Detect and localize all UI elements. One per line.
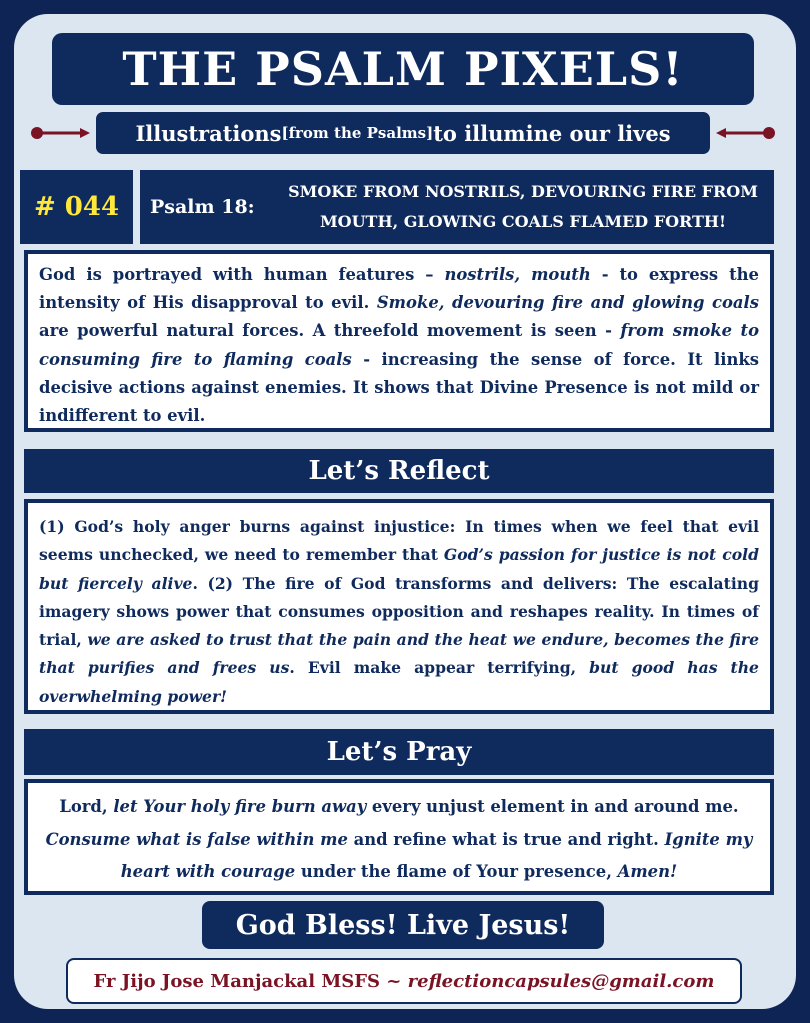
reflect-panel [24,499,774,714]
blessing-banner: God Bless! Live Jesus! [202,901,604,949]
subtitle-small: [from the Psalms] [281,124,434,142]
reflect-heading: Let’s Reflect [24,449,774,493]
episode-topic [272,177,774,237]
author-email[interactable]: reflectioncapsules@gmail.com [407,970,715,992]
pray-heading: Let’s Pray [24,729,774,775]
subtitle-banner [96,112,710,154]
reflect-text: (1) God’s holy anger burns against injustice: In times when we feel that evil seems unchecked, we need to remember that God’s passion for justice is not cold but fiercely alive. (2) The fire of God transforms and delivers: The escalating imagery shows power that consumes opposition and reshapes reality. In times of trial, we are asked to trust that the pain and the heat we endure, becomes the fire that purifies and frees us. Evil make appear terrifying, but good has the overwhelming power! [28,503,770,710]
intro-text: God is portrayed with human features – nostrils, mouth - to express the intensity of His disapproval to evil. Smoke, devouring fire and glowing coals are powerful natural forces. A threefold movement is seen - from smoke to consuming fire to flaming coals - increasing the sense of force. It links decisive actions against enemies. It shows that Divine Presence is not mild or indifferent to evil. [28,254,770,428]
signature-box [66,958,742,1004]
episode-header [140,170,774,244]
subtitle-post: to illumine our lives [433,120,671,146]
intro-panel [24,250,774,432]
right-arrow-icon [714,126,776,140]
topic-line-1: SMOKE FROM NOSTRILS, DEVOURING FIRE FROM [288,182,758,201]
topic-line-2: MOUTH, GLOWING COALS FLAMED FORTH! [319,212,727,231]
poster-title: THE PSALM PIXELS! [52,33,754,105]
subtitle-pre: Illustrations [135,120,282,146]
left-arrow-icon [30,126,92,140]
pray-text: Lord, let Your holy fire burn away every unjust element in and around me. Consume what is false within me and refine what is true and right. Ignite my heart with courage under the flame of Your presence, Amen! [28,783,770,891]
psalm-reference: Psalm 18: [150,196,255,218]
episode-number: # 044 [20,170,133,244]
pray-panel [24,779,774,895]
author-name: Fr Jijo Jose Manjackal MSFS ~ [93,970,402,992]
